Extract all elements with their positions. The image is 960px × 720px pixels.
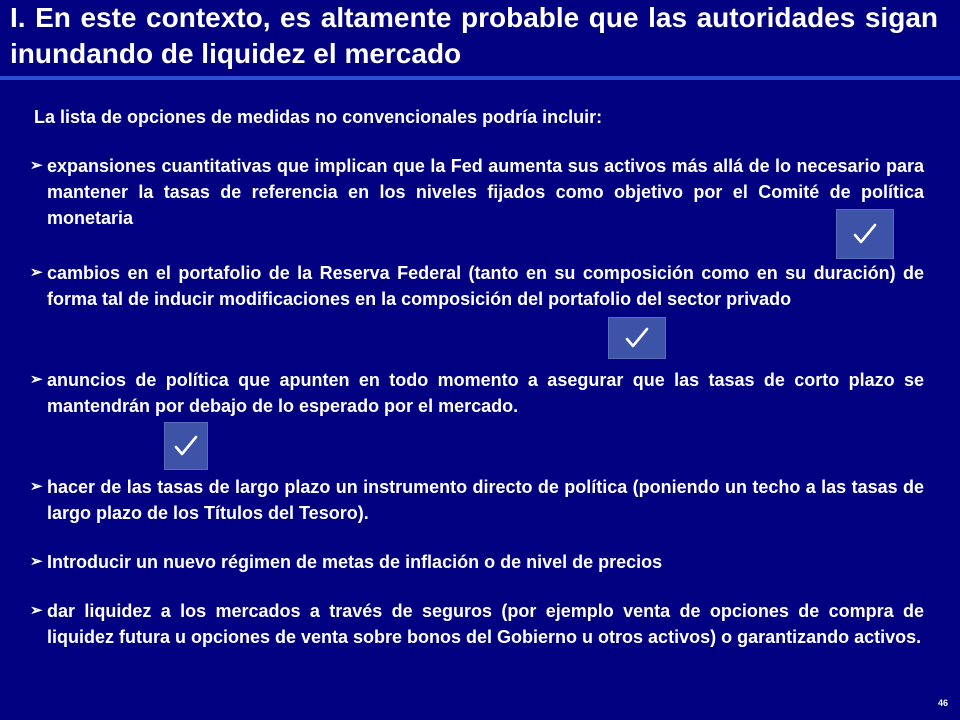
checkmark-icon (608, 317, 666, 359)
bullet-text: Introducir un nuevo régimen de metas de inflación o de nivel de precios (47, 552, 663, 572)
bullet-text: hacer de las tasas de largo plazo un instrumento directo de política (poniendo un techo a las tasas de largo plazo de los Títulos del Tesoro). (47, 477, 924, 523)
bullet-text: dar liquidez a los mercados a través de seguros (por ejemplo venta de opciones de compra de liquidez futura u opciones de venta sobre bonos del Gobierno u otros activos) o garantizando activos. (47, 601, 924, 647)
bullet-text: expansiones cuantitativas que implican que la Fed aumenta sus activos más allá de lo necesario para mantener la tasas de referencia en los niveles fijados como objetivo por el Comité de política monetaria (47, 156, 924, 228)
bullet-item-quantitative-easing (30, 153, 924, 231)
arrow-bullet-icon: ➢ (30, 157, 43, 174)
arrow-bullet-icon: ➢ (30, 553, 43, 570)
bullet-item-portfolio-changes (30, 260, 924, 312)
bullet-item-long-term-rates (30, 474, 924, 526)
checkmark-icon (836, 209, 894, 259)
slide-title: I. En este contexto, es altamente probable que las autoridades sigan inundando de liquidez el mercado (10, 2, 938, 69)
bullet-item-market-liquidity (30, 598, 924, 650)
bullet-text: anuncios de política que apunten en todo momento a asegurar que las tasas de corto plazo se mantendrán por debajo de lo esperado por el mercado. (47, 370, 924, 416)
checkmark-icon (164, 422, 208, 470)
bullet-item-inflation-targeting (30, 549, 924, 575)
bullet-text: cambios en el portafolio de la Reserva Federal (tanto en su composición como en su duración) de forma tal de inducir modificaciones en la composición del portafolio del sector privado (47, 263, 924, 309)
arrow-bullet-icon: ➢ (30, 371, 43, 388)
arrow-bullet-icon: ➢ (30, 264, 43, 281)
arrow-bullet-icon: ➢ (30, 602, 43, 619)
intro-text: La lista de opciones de medidas no convencionales podría incluir: (34, 107, 603, 127)
title-underline (0, 76, 960, 80)
page-number: 46 (937, 698, 948, 708)
bullet-item-policy-announcements (30, 367, 924, 419)
arrow-bullet-icon: ➢ (30, 478, 43, 495)
